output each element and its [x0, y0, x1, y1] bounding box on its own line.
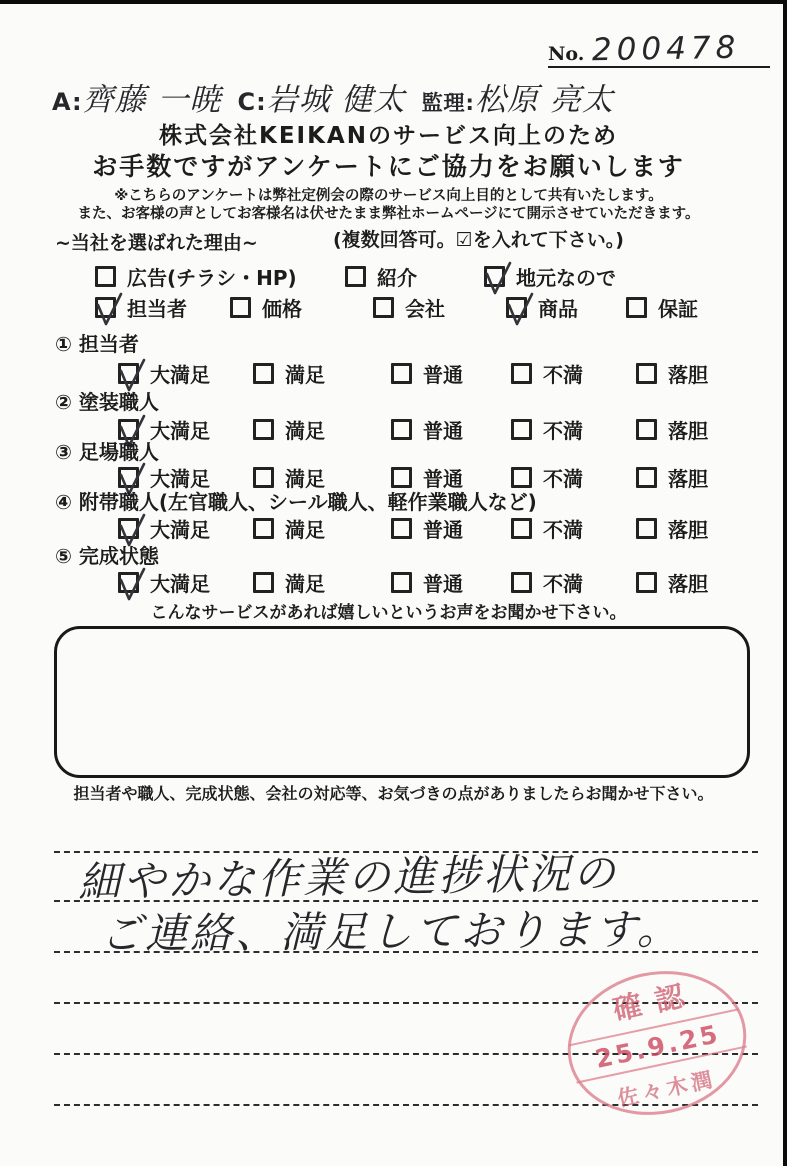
rating-option-label: 普通 [423, 467, 463, 491]
rating-1-label [55, 328, 139, 357]
rating-option-label: 満足 [285, 467, 325, 491]
rating-5-title: 完成状態 [78, 544, 159, 568]
checkbox-rating-2-2[interactable] [391, 419, 412, 440]
rating-2-label [55, 386, 159, 415]
checkbox-rating-5-4[interactable] [636, 572, 657, 593]
reason-option-ad [95, 262, 297, 291]
checkbox-reason-warranty[interactable] [626, 297, 647, 318]
scan-edge-top [0, 0, 787, 4]
checkbox-rating-2-3[interactable] [511, 419, 532, 440]
reason-option-label: 紹介 [377, 266, 417, 290]
rating-option-label: 落胆 [668, 363, 708, 387]
reason-option-price [230, 293, 302, 322]
reasons-row-1 [0, 262, 787, 290]
checkbox-rating-5-0[interactable] [118, 572, 139, 593]
checkbox-rating-3-1[interactable] [253, 467, 274, 488]
rating-option-label: 大満足 [150, 572, 210, 596]
stamp-name: 佐々木潤 [615, 1066, 719, 1111]
stamp-label: 確認 [609, 976, 701, 1028]
service-request-prompt: こんなサービスがあれば嬉しいというお声をお聞かせ下さい。 [150, 603, 627, 623]
checkbox-reason-price[interactable] [230, 297, 251, 318]
reason-option-label: 担当者 [127, 297, 187, 321]
staff-a-prefix: A: [52, 88, 83, 116]
rating-option-label: 不満 [543, 572, 583, 596]
rating-option-label: 大満足 [150, 518, 210, 542]
checkbox-rating-1-1[interactable] [253, 363, 274, 384]
rating-5-options [0, 568, 787, 596]
checkbox-rating-3-4[interactable] [636, 467, 657, 488]
rating-5-label [55, 540, 159, 569]
checkbox-reason-company[interactable] [373, 297, 394, 318]
reason-option-label: 広告(チラシ・HP) [127, 266, 297, 290]
checkbox-rating-3-2[interactable] [391, 467, 412, 488]
reasons-row-2 [0, 293, 787, 321]
rating-4-label [55, 486, 537, 515]
rating-option-label: 不満 [543, 467, 583, 491]
rating-1-title: 担当者 [78, 332, 139, 356]
reason-option-product [506, 293, 578, 322]
staff-a-name: 齊藤 一暁 [82, 82, 222, 118]
rating-option-label: 普通 [423, 363, 463, 387]
reason-option-label: 商品 [538, 297, 578, 321]
check-mark-icon [481, 260, 514, 297]
checkbox-rating-5-3[interactable] [511, 572, 532, 593]
rating-4-options [0, 514, 787, 542]
rating-option-label: 落胆 [668, 467, 708, 491]
rating-option-label: 普通 [423, 419, 463, 443]
form-title-line2: お手数ですがアンケートにご協力をお願いします [92, 152, 685, 181]
checkbox-rating-1-0[interactable] [118, 363, 139, 384]
checkbox-rating-1-2[interactable] [391, 363, 412, 384]
checkbox-rating-5-2[interactable] [391, 572, 412, 593]
rating-option-label: 大満足 [150, 467, 210, 491]
reason-option-label: 保証 [658, 297, 698, 321]
stamp-date: 25.9.25 [568, 1009, 746, 1084]
form-number [548, 29, 770, 69]
feedback-prompt: 担当者や職人、完成状態、会社の対応等、お気づきの点がありましたらお聞かせ下さい。 [73, 784, 714, 803]
checkbox-reason-product[interactable] [506, 297, 527, 318]
rating-1-number: ① [55, 332, 72, 356]
rating-option-label: 不満 [543, 363, 583, 387]
checkbox-reason-ad[interactable] [95, 266, 116, 287]
reasons-instruction: (複数回答可。☑を入れて下さい。) [333, 229, 624, 251]
handwritten-comment-line2: ご連絡、満足しております。 [99, 904, 682, 959]
checkbox-rating-4-2[interactable] [391, 518, 412, 539]
rating-2-title: 塗装職人 [78, 390, 159, 414]
reason-option-label: 会社 [405, 297, 445, 321]
checkbox-reason-staff[interactable] [95, 297, 116, 318]
rating-3-label [55, 436, 159, 465]
rating-option-label: 不満 [543, 518, 583, 542]
checkbox-rating-1-3[interactable] [511, 363, 532, 384]
staff-c-prefix: C: [237, 88, 267, 116]
reason-option-staff [95, 293, 187, 322]
checkbox-rating-4-0[interactable] [118, 518, 139, 539]
rating-option-label: 大満足 [150, 419, 210, 443]
checkbox-rating-2-4[interactable] [636, 419, 657, 440]
rating-option-label: 大満足 [150, 363, 210, 387]
checkbox-rating-1-4[interactable] [636, 363, 657, 384]
checkbox-rating-4-4[interactable] [636, 518, 657, 539]
checkbox-rating-5-1[interactable] [253, 572, 274, 593]
form-note-line2: また、お客様の声としてお客様名は伏せたまま弊社ホームページにて開示させていただきます。 [77, 206, 700, 222]
reason-option-company [373, 293, 445, 322]
form-note-line1: ※こちらのアンケートは弊社定例会の際のサービス向上目的として共有いたします。 [114, 188, 663, 204]
checkbox-rating-3-3[interactable] [511, 467, 532, 488]
rating-option-label: 満足 [285, 518, 325, 542]
rating-option-label: 落胆 [668, 419, 708, 443]
rating-4-number: ④ [55, 490, 72, 514]
reason-option-label: 価格 [262, 297, 302, 321]
staff-c-name: 岩城 健太 [266, 82, 406, 118]
checkbox-rating-2-1[interactable] [253, 419, 274, 440]
staff-names-line [52, 74, 630, 119]
checkbox-reason-local[interactable] [484, 266, 505, 287]
reason-option-warranty [626, 293, 698, 322]
reason-option-referral [345, 262, 417, 291]
checkbox-reason-referral[interactable] [345, 266, 366, 287]
reason-option-local [484, 262, 616, 291]
checkbox-rating-4-3[interactable] [511, 518, 532, 539]
supervisor-name: 松原 亮太 [474, 82, 614, 118]
checkbox-rating-4-1[interactable] [253, 518, 274, 539]
service-request-input-box[interactable] [54, 626, 750, 778]
rating-option-label: 不満 [543, 419, 583, 443]
check-mark-icon [92, 291, 125, 328]
rating-option-label: 満足 [285, 419, 325, 443]
reason-option-label: 地元なので [516, 266, 616, 290]
rating-1-options [0, 359, 787, 387]
rating-4-title: 附帯職人(左官職人、シール職人、軽作業職人など) [78, 490, 537, 514]
checkbox-rating-3-0[interactable] [118, 467, 139, 488]
form-number-value: 200478 [592, 29, 741, 69]
rating-3-title: 足場職人 [78, 440, 159, 464]
form-title-line1: 株式会社KEIKANのサービス向上のため [159, 123, 618, 149]
handwritten-comment-line1: 細やかな作業の進捗状況の [77, 848, 619, 907]
reasons-heading: ~当社を選ばれた理由~ [55, 232, 258, 254]
supervisor-prefix: 監理: [421, 91, 475, 115]
check-mark-icon [503, 291, 536, 328]
rating-option-label: 普通 [423, 518, 463, 542]
rating-2-number: ② [55, 390, 72, 414]
rating-option-label: 落胆 [668, 572, 708, 596]
form-number-label: No. [548, 43, 585, 65]
rating-option-label: 落胆 [668, 518, 708, 542]
rating-5-number: ⑤ [55, 544, 72, 568]
rating-option-label: 普通 [423, 572, 463, 596]
rating-3-number: ③ [55, 440, 72, 464]
rating-option-label: 満足 [285, 572, 325, 596]
rating-option-label: 満足 [285, 363, 325, 387]
